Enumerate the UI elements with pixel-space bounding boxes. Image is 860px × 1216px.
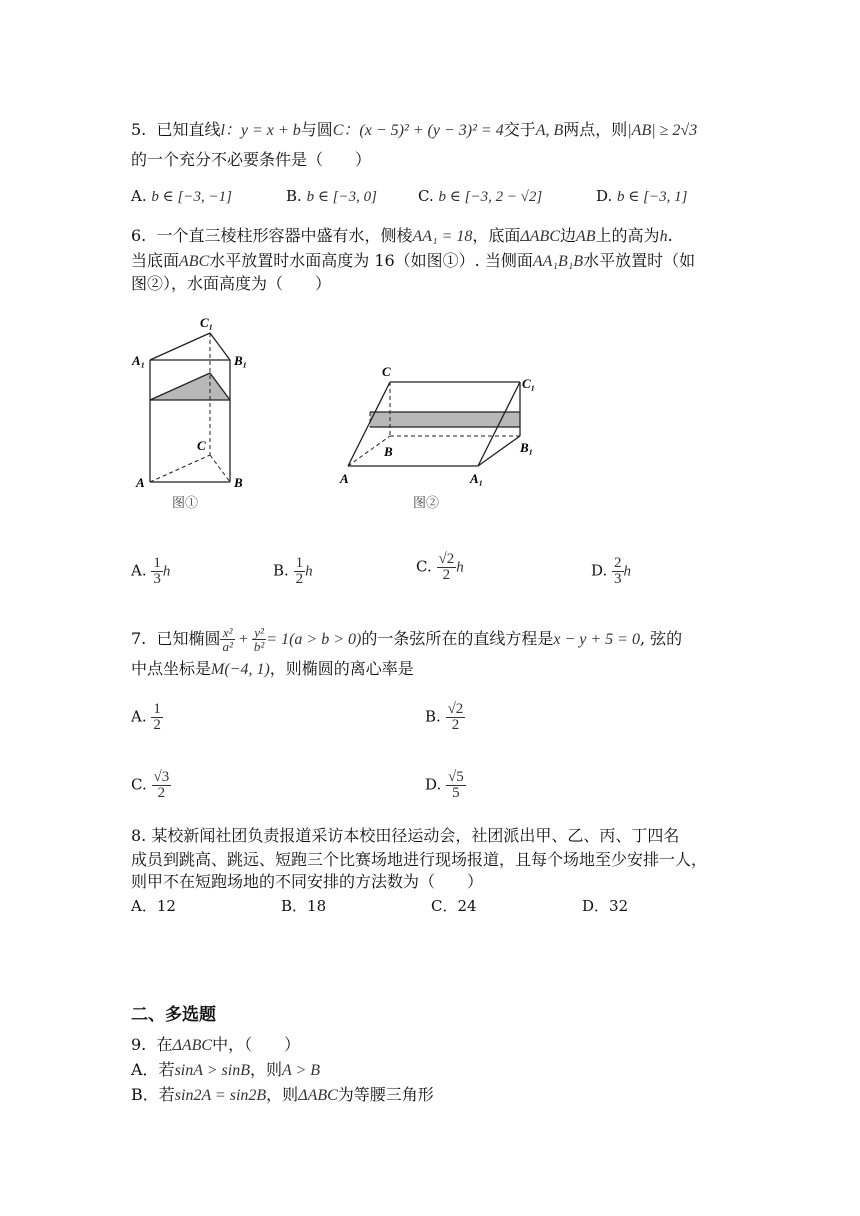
- q9-number: 9.: [131, 1035, 147, 1054]
- label-c1: C₁: [522, 376, 536, 391]
- q5-stem: 5. 已知直线l：y = x + b与圆C：(x − 5)² + (y − 3)² = 4交于A, B两点，则|AB| ≥ 2√3: [131, 120, 698, 139]
- q5-number: 5.: [131, 120, 147, 139]
- q9-option-a[interactable]: A．若sinA > sinB，则A > B: [131, 1060, 321, 1079]
- caption-fig1: 图①: [172, 495, 199, 510]
- q5-option-d[interactable]: D. b ∈ [−3, 1]: [596, 187, 688, 205]
- q8-option-a[interactable]: A．12: [131, 897, 176, 915]
- q5-option-a[interactable]: A. b ∈ [−3, −1]: [131, 187, 232, 205]
- label-b1: B₁: [234, 353, 248, 368]
- label-a1: A₁: [470, 471, 484, 486]
- q7-option-a[interactable]: A. $\frac{1}{2}$: [131, 701, 161, 733]
- label-b: B: [234, 475, 243, 490]
- q7-option-b[interactable]: B. $\frac{√2}{2}$: [425, 701, 464, 733]
- q6-option-c[interactable]: C. $\frac{√2}{2}$ h: [416, 551, 464, 583]
- q6-stem: 6. 一个直三棱柱形容器中盛有水，侧棱AA₁ = 18，底面ΔABC边AB上的高为h.: [131, 226, 673, 245]
- q8-stem-line1: 8. 某校新闻社团负责报道采访本校田径运动会，社团派出甲、乙、丙、丁四名: [131, 826, 680, 845]
- q8-option-c[interactable]: C．24: [431, 897, 477, 915]
- q5-stem-line2: 的一个充分不必要条件是（ ）: [131, 150, 372, 169]
- q5-option-c[interactable]: C. b ∈ [−3, 2 − √2]: [418, 187, 543, 205]
- chord-condition: |AB| ≥ 2√3: [627, 122, 698, 139]
- section-heading-multiple-choice: 二、多选题: [131, 1005, 216, 1025]
- q7-number: 7.: [131, 629, 147, 648]
- label-c: C: [382, 364, 391, 379]
- q8-stem-line2: 成员到跳高、跳远、短跑三个比赛场地进行现场报道，且每个场地至少安排一人，: [131, 850, 708, 869]
- figure-1-upright-prism: [120, 305, 280, 520]
- q8-option-b[interactable]: B．18: [281, 897, 327, 915]
- q7-stem: 7. 已知椭圆 $\frac{\text{x²}}{\text{a²}}$ + $\frac{\text{y²}}{\text{b²}}$ = 1(a > b > 0)的一条弦所在的直线方程是x − y + 5 = 0, 弦的: [131, 625, 683, 654]
- line-equation: l：y = x + b: [220, 122, 301, 139]
- q6-number: 6.: [131, 226, 147, 245]
- chord-equation: x − y + 5 = 0: [553, 631, 640, 648]
- q7-option-d[interactable]: D. $\frac{√5}{5}$: [425, 769, 464, 801]
- label-a1: A₁: [132, 353, 146, 368]
- label-a: A: [340, 471, 349, 486]
- q6-option-d[interactable]: D. $\frac{2}{3}$ h: [591, 555, 632, 587]
- q6-option-a[interactable]: A. $\frac{1}{3}$ h: [131, 555, 171, 587]
- label-b: B: [384, 444, 393, 459]
- q8-option-d[interactable]: D．32: [582, 897, 629, 915]
- q6-option-b[interactable]: B. $\frac{1}{2}$ h: [273, 555, 313, 587]
- q7-stem-line2: 中点坐标是M(−4, 1)，则椭圆的离心率是: [131, 659, 414, 678]
- label-c1: C₁: [200, 315, 214, 330]
- q9-stem: 9. 在ΔABC中，（ ）: [131, 1035, 301, 1054]
- label-b1: B₁: [520, 440, 534, 455]
- label-c: C: [197, 438, 206, 453]
- q9-option-b[interactable]: B．若sin2A = sin2B，则ΔABC为等腰三角形: [131, 1085, 434, 1104]
- circle-equation: C：(x − 5)² + (y − 3)² = 4: [332, 122, 504, 139]
- q5-option-b[interactable]: B. b ∈ [−3, 0]: [286, 187, 377, 205]
- water-surface-fig2: [370, 412, 520, 427]
- midpoint: M(−4, 1): [211, 661, 270, 678]
- label-a: A: [136, 475, 145, 490]
- q8-stem-line3: 则甲不在短跑场地的不同安排的方法数为（ ）: [131, 872, 484, 891]
- q6-stem-line3: 图②），水面高度为（ ）: [131, 274, 332, 293]
- figure-2-lying-prism: [330, 360, 550, 520]
- q7-option-c[interactable]: C. $\frac{√3}{2}$: [131, 769, 170, 801]
- caption-fig2: 图②: [413, 495, 440, 510]
- water-surface-fig1: [150, 373, 230, 400]
- q6-stem-line2: 当底面ABC水平放置时水面高度为 16（如图①）. 当侧面AA₁B₁B水平放置时（如: [131, 251, 696, 270]
